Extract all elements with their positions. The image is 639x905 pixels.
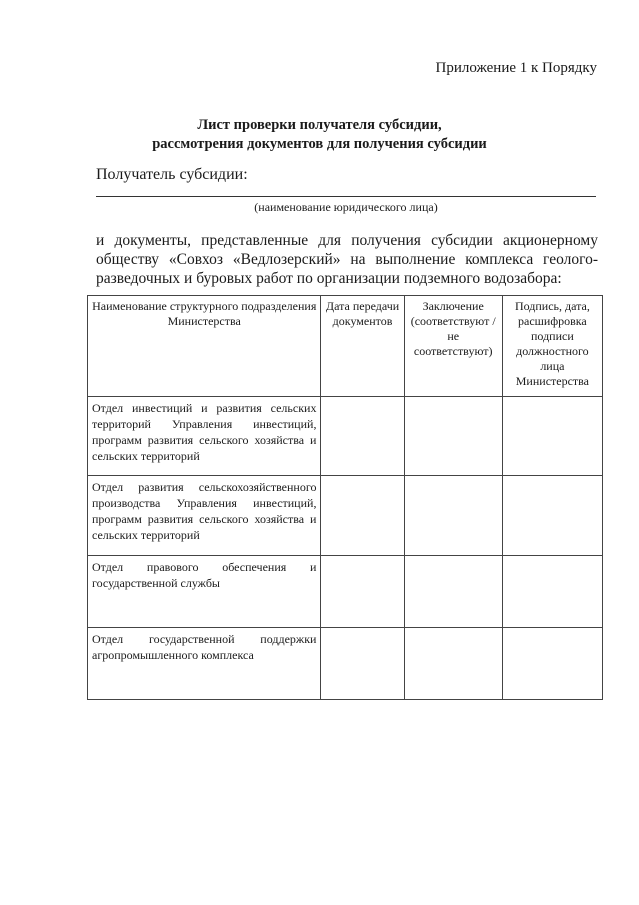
- title-line-1: Лист проверки получателя субсидии,: [197, 117, 442, 133]
- header-signature: Подпись, дата, расшифровка подписи должностного лица Министерства: [502, 296, 602, 397]
- recipient-label: Получатель субсидии:: [96, 166, 248, 183]
- header-conclusion: Заключение (соответствуют / не соответствуют): [404, 296, 502, 397]
- header-department: Наименование структурного подразделения Министерства: [88, 296, 321, 397]
- date-cell: [321, 397, 404, 476]
- table-row: [88, 397, 603, 476]
- signature-cell: [502, 476, 602, 556]
- signature-cell: [502, 397, 602, 476]
- documents-paragraph: и документы, представленные для получения субсидии акционерному обществу «Совхоз «Ведлозерский» на выполнение комплекса геолого-разведочных и буровых работ по организации подземного водозабора:: [96, 232, 598, 287]
- table-header-row: [88, 296, 603, 397]
- recipient-hint: (наименование юридического лица): [254, 200, 438, 214]
- date-cell: [321, 476, 404, 556]
- signature-cell: [502, 628, 602, 700]
- appendix-reference: Приложение 1 к Порядку: [435, 60, 597, 76]
- department-cell: Отдел инвестиций и развития сельских территорий Управления инвестиций, программ развития сельского хозяйства и сельских территорий: [88, 397, 321, 476]
- date-cell: [321, 556, 404, 628]
- header-transfer-date: Дата передачи документов: [321, 296, 404, 397]
- check-table: [87, 295, 603, 700]
- signature-cell: [502, 556, 602, 628]
- department-cell: Отдел развития сельскохозяйственного производства Управления инвестиций, программ развития сельского хозяйства и сельских территорий: [88, 476, 321, 556]
- department-cell: Отдел государственной поддержки агропромышленного комплекса: [88, 628, 321, 700]
- table-row: [88, 556, 603, 628]
- table-row: [88, 476, 603, 556]
- conclusion-cell: [404, 628, 502, 700]
- recipient-fill-line: [96, 196, 596, 197]
- conclusion-cell: [404, 397, 502, 476]
- table-row: [88, 628, 603, 700]
- department-cell: Отдел правового обеспечения и государственной службы: [88, 556, 321, 628]
- title-line-2: рассмотрения документов для получения субсидии: [152, 136, 487, 152]
- document-title: [0, 116, 639, 154]
- date-cell: [321, 628, 404, 700]
- conclusion-cell: [404, 556, 502, 628]
- conclusion-cell: [404, 476, 502, 556]
